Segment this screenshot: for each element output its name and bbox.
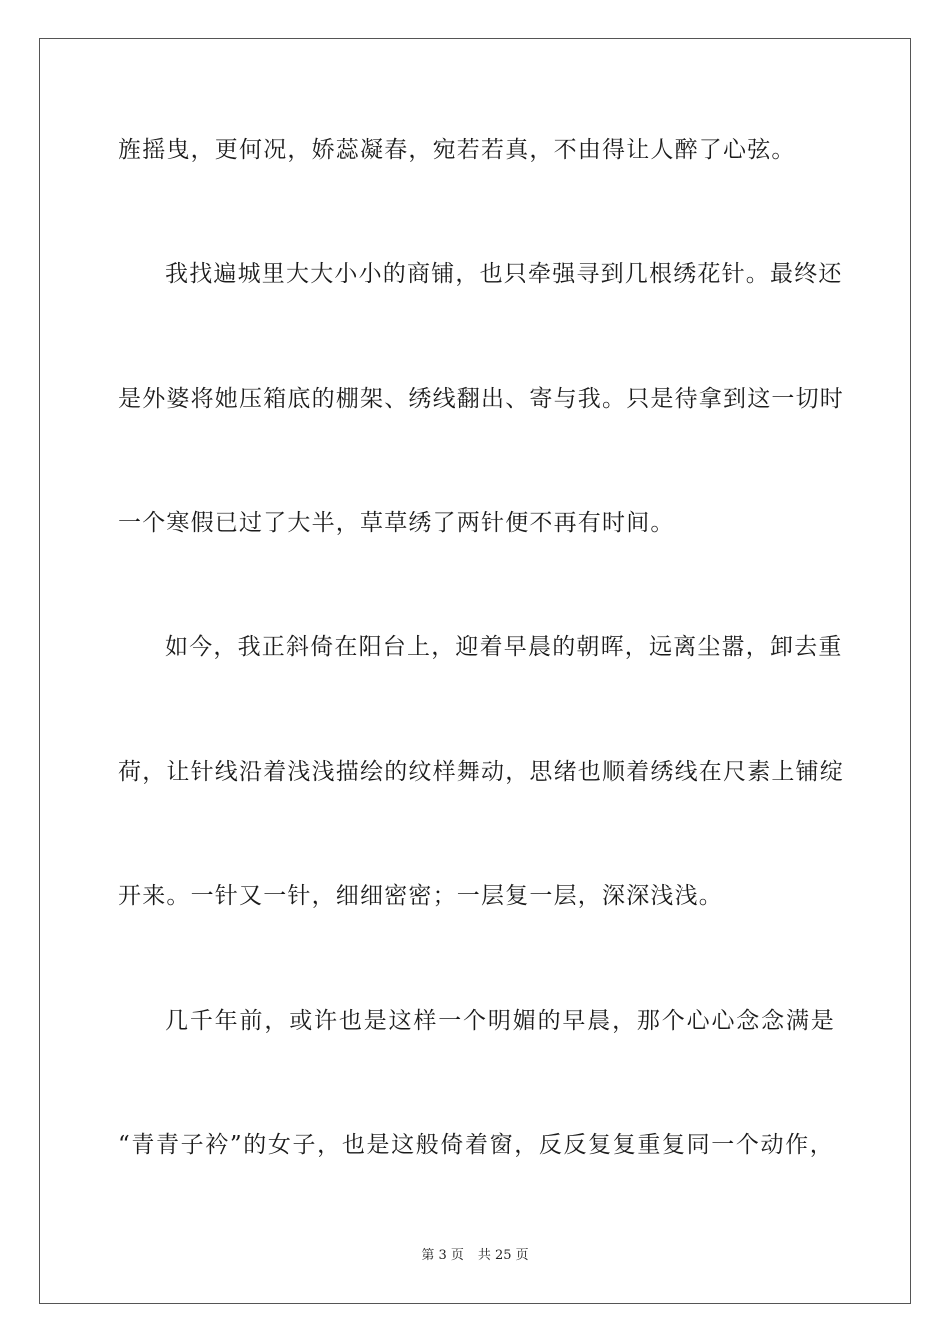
page-border [39,38,911,1304]
text-line: 如今，我正斜倚在阳台上，迎着早晨的朝晖，远离尘嚣，卸去重 [165,634,843,660]
page-number: 第 3 页 [421,1248,464,1263]
text-line: 开来。一针又一针，细细密密；一层复一层，深深浅浅。 [118,883,723,909]
text-line: 是外婆将她压箱底的棚架、绣线翻出、寄与我。只是待拿到这一切时 [118,386,844,412]
text-line: 一个寒假已过了大半，草草绣了两针便不再有时间。 [118,510,675,536]
page-footer [0,1247,950,1265]
text-line: 荷，让针线沿着浅浅描绘的纹样舞动，思绪也顺着绣线在尺素上铺绽 [118,759,844,785]
text-line: “青青子衿”的女子，也是这般倚着窗，反反复复重复同一个动作， [118,1132,834,1158]
text-line: 几千年前，或许也是这样一个明媚的早晨，那个心心念念满是 [165,1008,835,1034]
text-line: 旌摇曳，更何况，娇蕊凝春，宛若若真，不由得让人醉了心弦。 [118,137,796,163]
text-line: 我找遍城里大大小小的商铺，也只牵强寻到几根绣花针。最终还 [165,261,843,287]
page-total: 共 25 页 [477,1248,529,1263]
